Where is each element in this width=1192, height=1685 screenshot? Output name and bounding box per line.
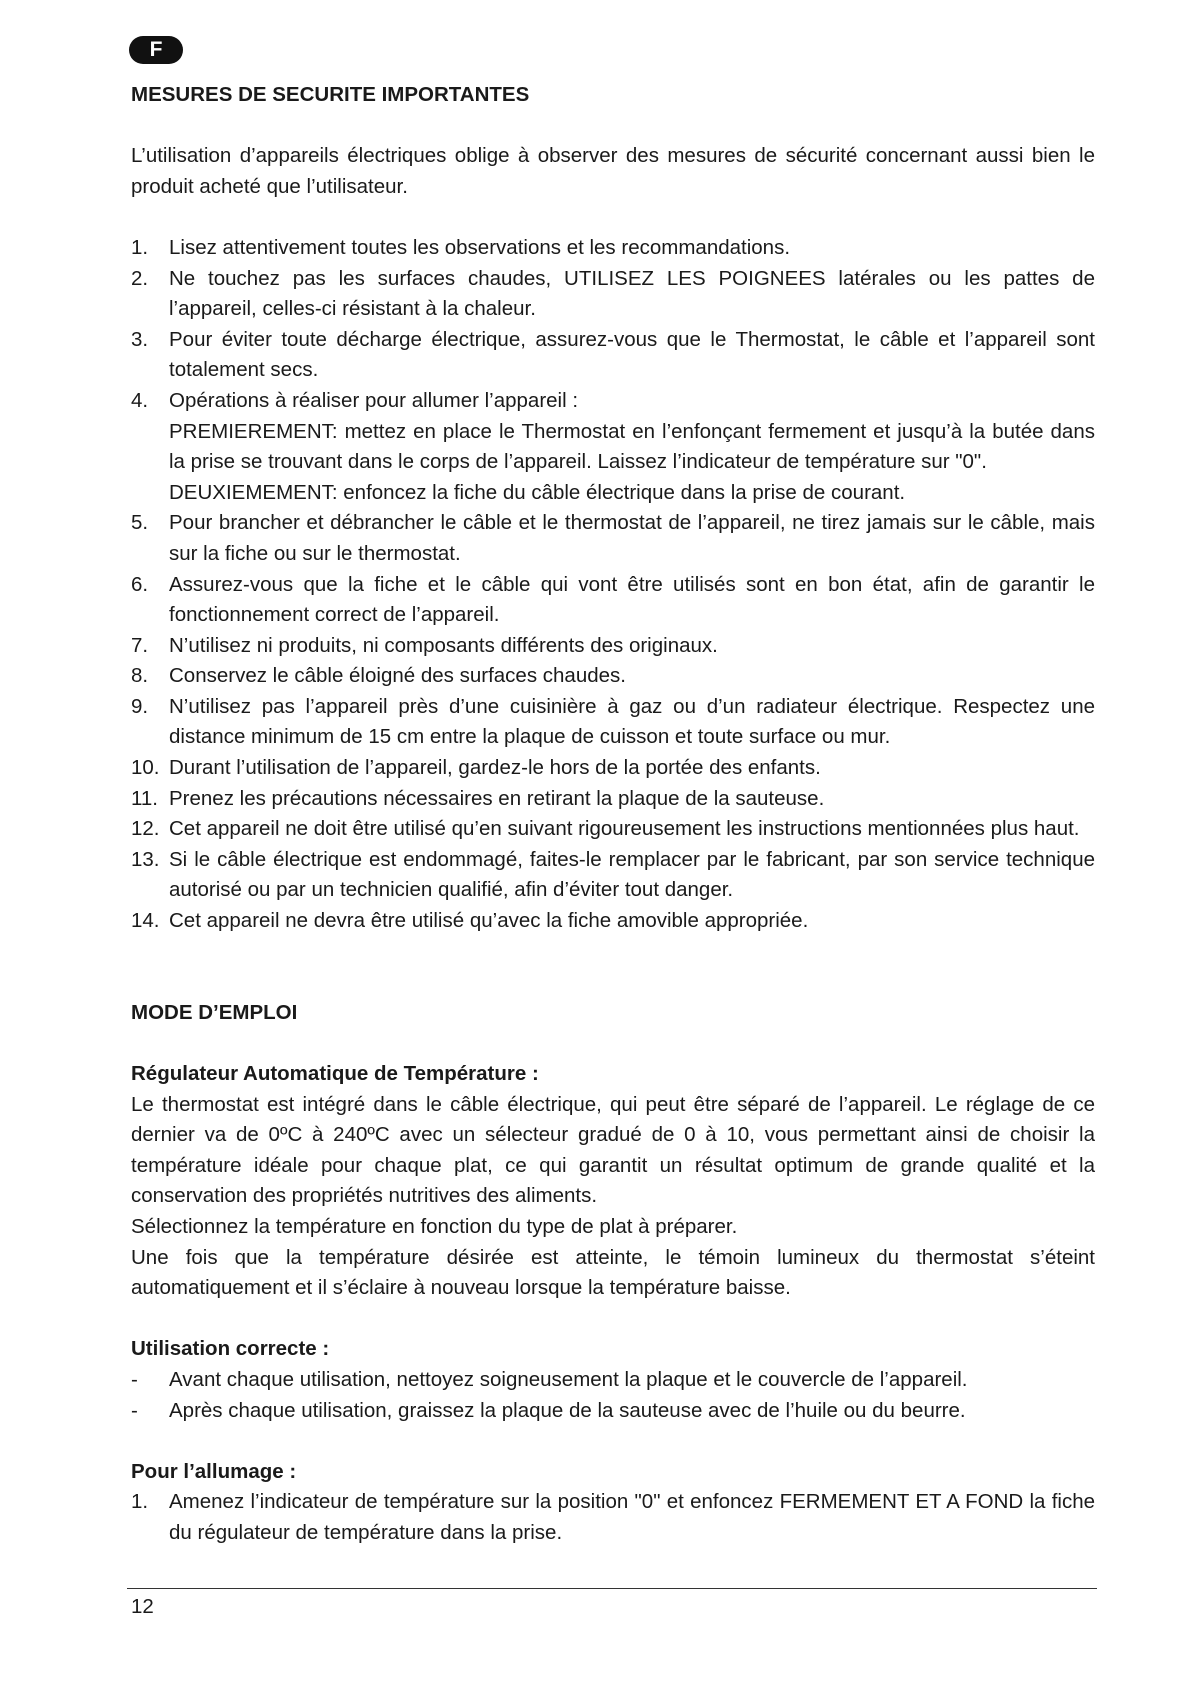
list-item: 5. Pour brancher et débrancher le câble et le thermostat de l’appareil, ne tirez jamais sur le câble, mais sur la fiche ou sur le thermostat.	[131, 511, 1095, 565]
list-item: 13. Si le câble électrique est endommagé, faites-le remplacer par le fabricant, par son service technique autorisé ou par un technicien qualifié, afin d’éviter tout danger.	[131, 847, 1095, 902]
list-item: 10. Durant l’utilisation de l’appareil, gardez-le hors de la portée des enfants.	[131, 756, 821, 780]
language-badge: F	[129, 36, 183, 64]
list-item: 14. Cet appareil ne devra être utilisé qu’avec la fiche amovible appropriée.	[131, 909, 809, 933]
regulator-title: Régulateur Automatique de Température :	[131, 1062, 539, 1085]
safety-title: MESURES DE SECURITE IMPORTANTES	[131, 83, 530, 106]
page-number: 12	[131, 1595, 154, 1618]
step-first: PREMIEREMENT: mettez en place le Thermostat en l’enfonçant fermement et jusqu’à la butée dans la prise se trouvant dans le corps de l’appareil. Laissez l’indicateur de température sur "0".	[169, 419, 1095, 474]
footer-divider	[127, 1588, 1097, 1589]
document-body	[131, 80, 1095, 1549]
safety-list	[131, 233, 1095, 937]
safety-intro: L’utilisation d’appareils électriques oblige à observer des mesures de sécurité concernant aussi bien le produit acheté que l’utilisateur.	[131, 144, 1095, 198]
list-item: - Avant chaque utilisation, nettoyez soigneusement la plaque et le couvercle de l’appareil.	[131, 1367, 968, 1391]
list-item: 6. Assurez-vous que la fiche et le câble qui vont être utilisés sont en bon état, afin de garantir le fonctionnement correct de l’appareil.	[131, 572, 1095, 627]
correct-use-list	[131, 1365, 1095, 1426]
list-item: 9. N’utilisez pas l’appareil près d’une cuisinière à gaz ou d’un radiateur électrique. Respectez une distance minimum de 15 cm entre la plaque de cuisson et toute surface ou mur.	[131, 694, 1095, 749]
regulator-paragraph: Une fois que la température désirée est atteinte, le témoin lumineux du thermostat s’éteint automatiquement et il s’éclaire à nouveau lorsque la température baisse.	[131, 1245, 1095, 1300]
usage-mode-title: MODE D’EMPLOI	[131, 1000, 298, 1024]
regulator-paragraph: Le thermostat est intégré dans le câble électrique, qui peut être séparé de l’appareil. Le réglage de ce dernier va de 0ºC à 240ºC avec un sélecteur gradué de 0 à 10, vous permettant ainsi de choisir la température idéale pour chaque plat, ce qui garantit un résultat optimum de grande qualité et la conservation des propriétés nutritives des aliments.	[131, 1092, 1095, 1208]
ignition-title: Pour l’allumage :	[131, 1459, 297, 1483]
list-item: 12. Cet appareil ne doit être utilisé qu’en suivant rigoureusement les instructions mentionnées plus haut.	[131, 817, 1080, 841]
list-item: 2. Ne touchez pas les surfaces chaudes, UTILISEZ LES POIGNEES latérales ou les pattes de l’appareil, celles-ci résistant à la chaleur.	[131, 266, 1095, 321]
list-item: 11. Prenez les précautions nécessaires en retirant la plaque de la sauteuse.	[131, 786, 825, 810]
list-item: 1. Lisez attentivement toutes les observations et les recommandations.	[131, 235, 791, 259]
step-second: DEUXIEMEMENT: enfoncez la fiche du câble électrique dans la prise de courant.	[169, 480, 906, 504]
list-item: 1. Amenez l’indicateur de température sur la position "0" et enfoncez FERMEMENT ET A FOND la fiche du régulateur de température dans la prise.	[131, 1490, 1095, 1544]
list-item: 8. Conservez le câble éloigné des surfaces chaudes.	[131, 664, 626, 688]
ignition-list	[131, 1487, 1095, 1548]
correct-use-title: Utilisation correcte :	[131, 1337, 330, 1361]
regulator-paragraph: Sélectionnez la température en fonction du type de plat à préparer.	[131, 1214, 738, 1238]
list-item: 4. Opérations à réaliser pour allumer l’appareil : PREMIEREMENT: mettez en place le Thermostat en l’enfonçant fermement et jusqu’à la butée dans la prise se trouvant dans le corps de l’appareil. Laissez l’indicateur de température sur "0". DEUXIEMEMENT: enfoncez la fiche du câble électrique dans la prise de courant.	[131, 388, 1095, 504]
list-item: 7. N’utilisez ni produits, ni composants différents des originaux.	[131, 633, 718, 657]
list-item: 3. Pour éviter toute décharge électrique, assurez-vous que le Thermostat, le câble et l’appareil sont totalement secs.	[131, 327, 1095, 382]
list-item: - Après chaque utilisation, graissez la plaque de la sauteuse avec de l’huile ou du beurre.	[131, 1398, 966, 1422]
